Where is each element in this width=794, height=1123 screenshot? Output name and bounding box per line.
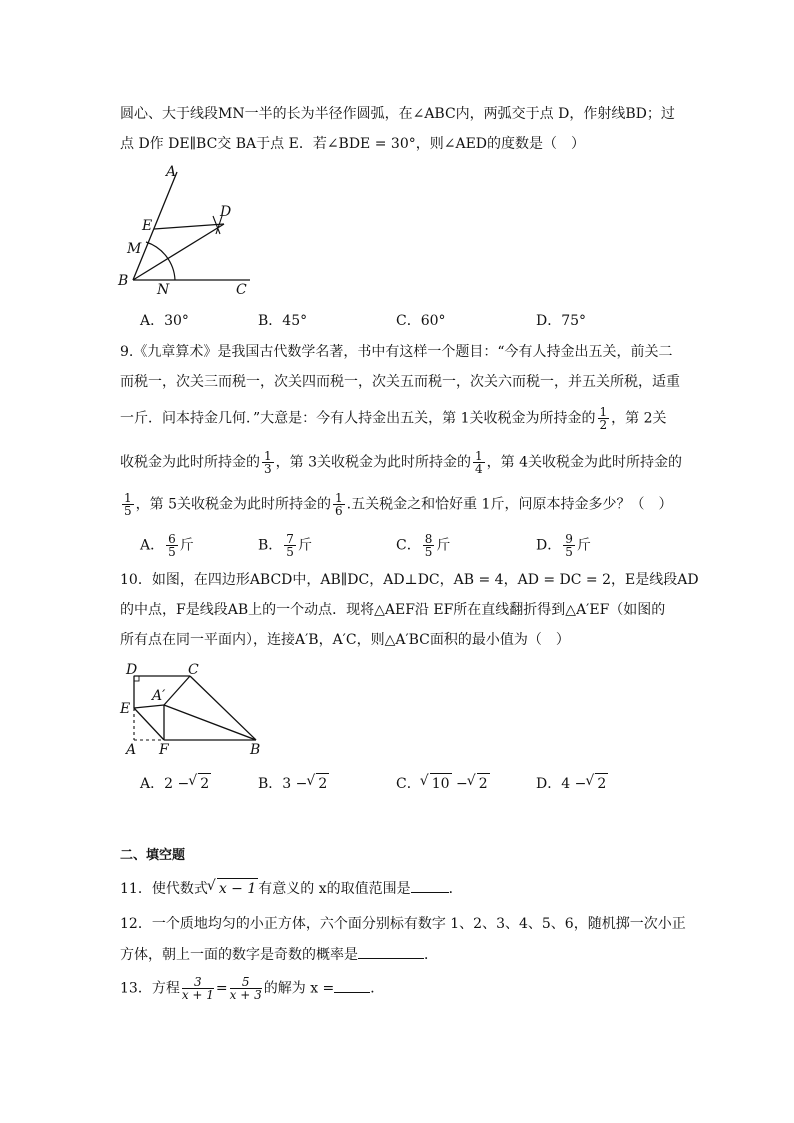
fraction-3-over-x-plus-1: $\frac{3}{x + 1}$ bbox=[181, 975, 214, 1002]
q10-line-1: 10．如图，在四边形ABCD中，AB∥DC，AD⊥DC，AB = 4，AD = DC = 2，E是线段AD bbox=[120, 572, 699, 588]
q8-figure bbox=[112, 160, 262, 295]
q8-option-a[interactable]: A．30° bbox=[140, 313, 189, 329]
fraction-1-2: $\frac{1}{2}$ bbox=[599, 405, 608, 432]
q13: 13．方程 $\frac{3}{x + 1}$ = $\frac{5}{x + 3}$ 的解为 x = ． bbox=[120, 975, 385, 1002]
q9-option-c[interactable]: C． $\frac{8}{5}$ 斤 bbox=[396, 532, 451, 559]
q8-line-1: 圆心、大于线段MN一半的长为半径作圆弧，在∠ABC内，两弧交于点 D，作射线BD；过 bbox=[120, 106, 675, 122]
label-B: B bbox=[118, 273, 129, 289]
answer-blank-11[interactable] bbox=[411, 878, 449, 893]
label-C: C bbox=[188, 662, 199, 678]
q9-line-4-text-c: ，第 4关收税金为此时所持金的 bbox=[486, 454, 682, 471]
q9-line-2: 而税一，次关三而税一，次关四而税一，次关五而税一，次关六而税一，并五关所税，适重 bbox=[120, 374, 680, 390]
answer-blank-12[interactable] bbox=[358, 944, 424, 959]
arc-mn bbox=[146, 242, 175, 280]
sqrt-2: √ 2 bbox=[198, 773, 211, 794]
q8-option-c[interactable]: C．60° bbox=[396, 313, 446, 329]
segment-ef bbox=[134, 708, 164, 740]
q9-line-1: 9.《九章算术》是我国古代数学名著，书中有这样一个题目：“今有人持金出五关，前关二 bbox=[120, 344, 673, 360]
fraction-1-5: $\frac{1}{5}$ bbox=[124, 491, 132, 518]
answer-blank-13[interactable] bbox=[334, 978, 370, 993]
q9-line-3-text-b: ，第 2关 bbox=[611, 410, 667, 427]
q9-line-5 bbox=[120, 492, 672, 517]
q9-line-4-text-a: 收税金为此时所持金的 bbox=[120, 454, 260, 471]
q9-line-5-text-a: ，第 5关收税金为此时所持金的 bbox=[135, 496, 331, 513]
label-A: A bbox=[126, 742, 137, 758]
segment-a1c bbox=[164, 676, 190, 705]
q10-figure bbox=[112, 660, 272, 758]
q8-option-b[interactable]: B．45° bbox=[258, 313, 308, 329]
q10-line-3: 所有点在同一平面内），连接A′B，A′C，则△A′BC面积的最小值为（ ） bbox=[120, 632, 570, 648]
fraction-5-over-x-plus-3: $\frac{5}{x + 3}$ bbox=[229, 975, 262, 1002]
label-E: E bbox=[120, 701, 131, 717]
label-C: C bbox=[236, 282, 247, 295]
label-B: B bbox=[250, 742, 261, 758]
section-heading: 二、填空题 bbox=[120, 848, 186, 863]
fraction-1-3: $\frac{1}{3}$ bbox=[264, 449, 272, 476]
sqrt-2: √ 2 bbox=[477, 773, 490, 794]
label-N: N bbox=[157, 282, 170, 295]
q9-line-4 bbox=[120, 450, 682, 475]
sqrt-10: √ 10 bbox=[430, 773, 452, 794]
label-D: D bbox=[220, 204, 232, 220]
label-A: A bbox=[166, 164, 177, 180]
q9-line-3 bbox=[120, 406, 667, 431]
label-E: E bbox=[142, 218, 153, 234]
segment-ed bbox=[154, 224, 224, 229]
q12-line-1: 12．一个质地均匀的小正方体，六个面分别标有数字 1、2、3、4、5、6，随机掷一次小正 bbox=[120, 916, 686, 932]
sqrt-2: √ 2 bbox=[316, 773, 329, 794]
q8-line-2: 点 D作 DE∥BC交 BA于点 E．若∠BDE = 30°，则∠AED的度数是（ ） bbox=[120, 136, 586, 152]
label-M: M bbox=[127, 241, 142, 257]
q9-line-5-text-b: .五关税金之和恰好重 1斤，问原本持金多少？（ ） bbox=[346, 496, 673, 513]
side-cb bbox=[190, 676, 256, 740]
q9-option-b[interactable]: B． $\frac{7}{5}$ 斤 bbox=[258, 532, 312, 559]
q10-line-2: 的中点，F是线段AB上的一个动点．现将△AEF沿 EF所在直线翻折得到△A′EF（如图的 bbox=[120, 602, 666, 618]
fraction-1-6: $\frac{1}{6}$ bbox=[335, 491, 343, 518]
q10-option-b[interactable]: B．3 −√ 2 bbox=[258, 773, 329, 794]
sqrt-x-minus-1: √ x − 1 bbox=[217, 878, 258, 899]
q11: 11．使代数式√ x − 1 有意义的 x的取值范围是 ． bbox=[120, 878, 463, 899]
segment-ea1 bbox=[134, 705, 164, 708]
segment-a1b bbox=[164, 705, 256, 740]
q10-option-a[interactable]: A．2 −√ 2 bbox=[140, 773, 211, 794]
q9-line-4-text-b: ，第 3关收税金为此时所持金的 bbox=[275, 454, 471, 471]
q8-option-d[interactable]: D．75° bbox=[536, 313, 587, 329]
q10-option-d[interactable]: D．4 −√ 2 bbox=[536, 773, 608, 794]
fraction-1-4: $\frac{1}{4}$ bbox=[475, 449, 483, 476]
q9-option-a[interactable]: A． $\frac{6}{5}$ 斤 bbox=[140, 532, 194, 559]
q9-option-d[interactable]: D． $\frac{9}{5}$ 斤 bbox=[536, 532, 591, 559]
q10-option-c[interactable]: C．√ 10 −√ 2 bbox=[396, 773, 490, 794]
sqrt-2: √ 2 bbox=[595, 773, 608, 794]
label-D: D bbox=[126, 662, 138, 678]
q12-line-2: 方体，朝上一面的数字是奇数的概率是 ． bbox=[120, 944, 438, 965]
label-F: F bbox=[159, 742, 169, 758]
label-A-prime: A′ bbox=[152, 688, 166, 704]
q9-line-3-text-a: 一斤．问本持金几何．”大意是：今有人持金出五关，第 1关收税金为所持金的 bbox=[120, 410, 596, 427]
